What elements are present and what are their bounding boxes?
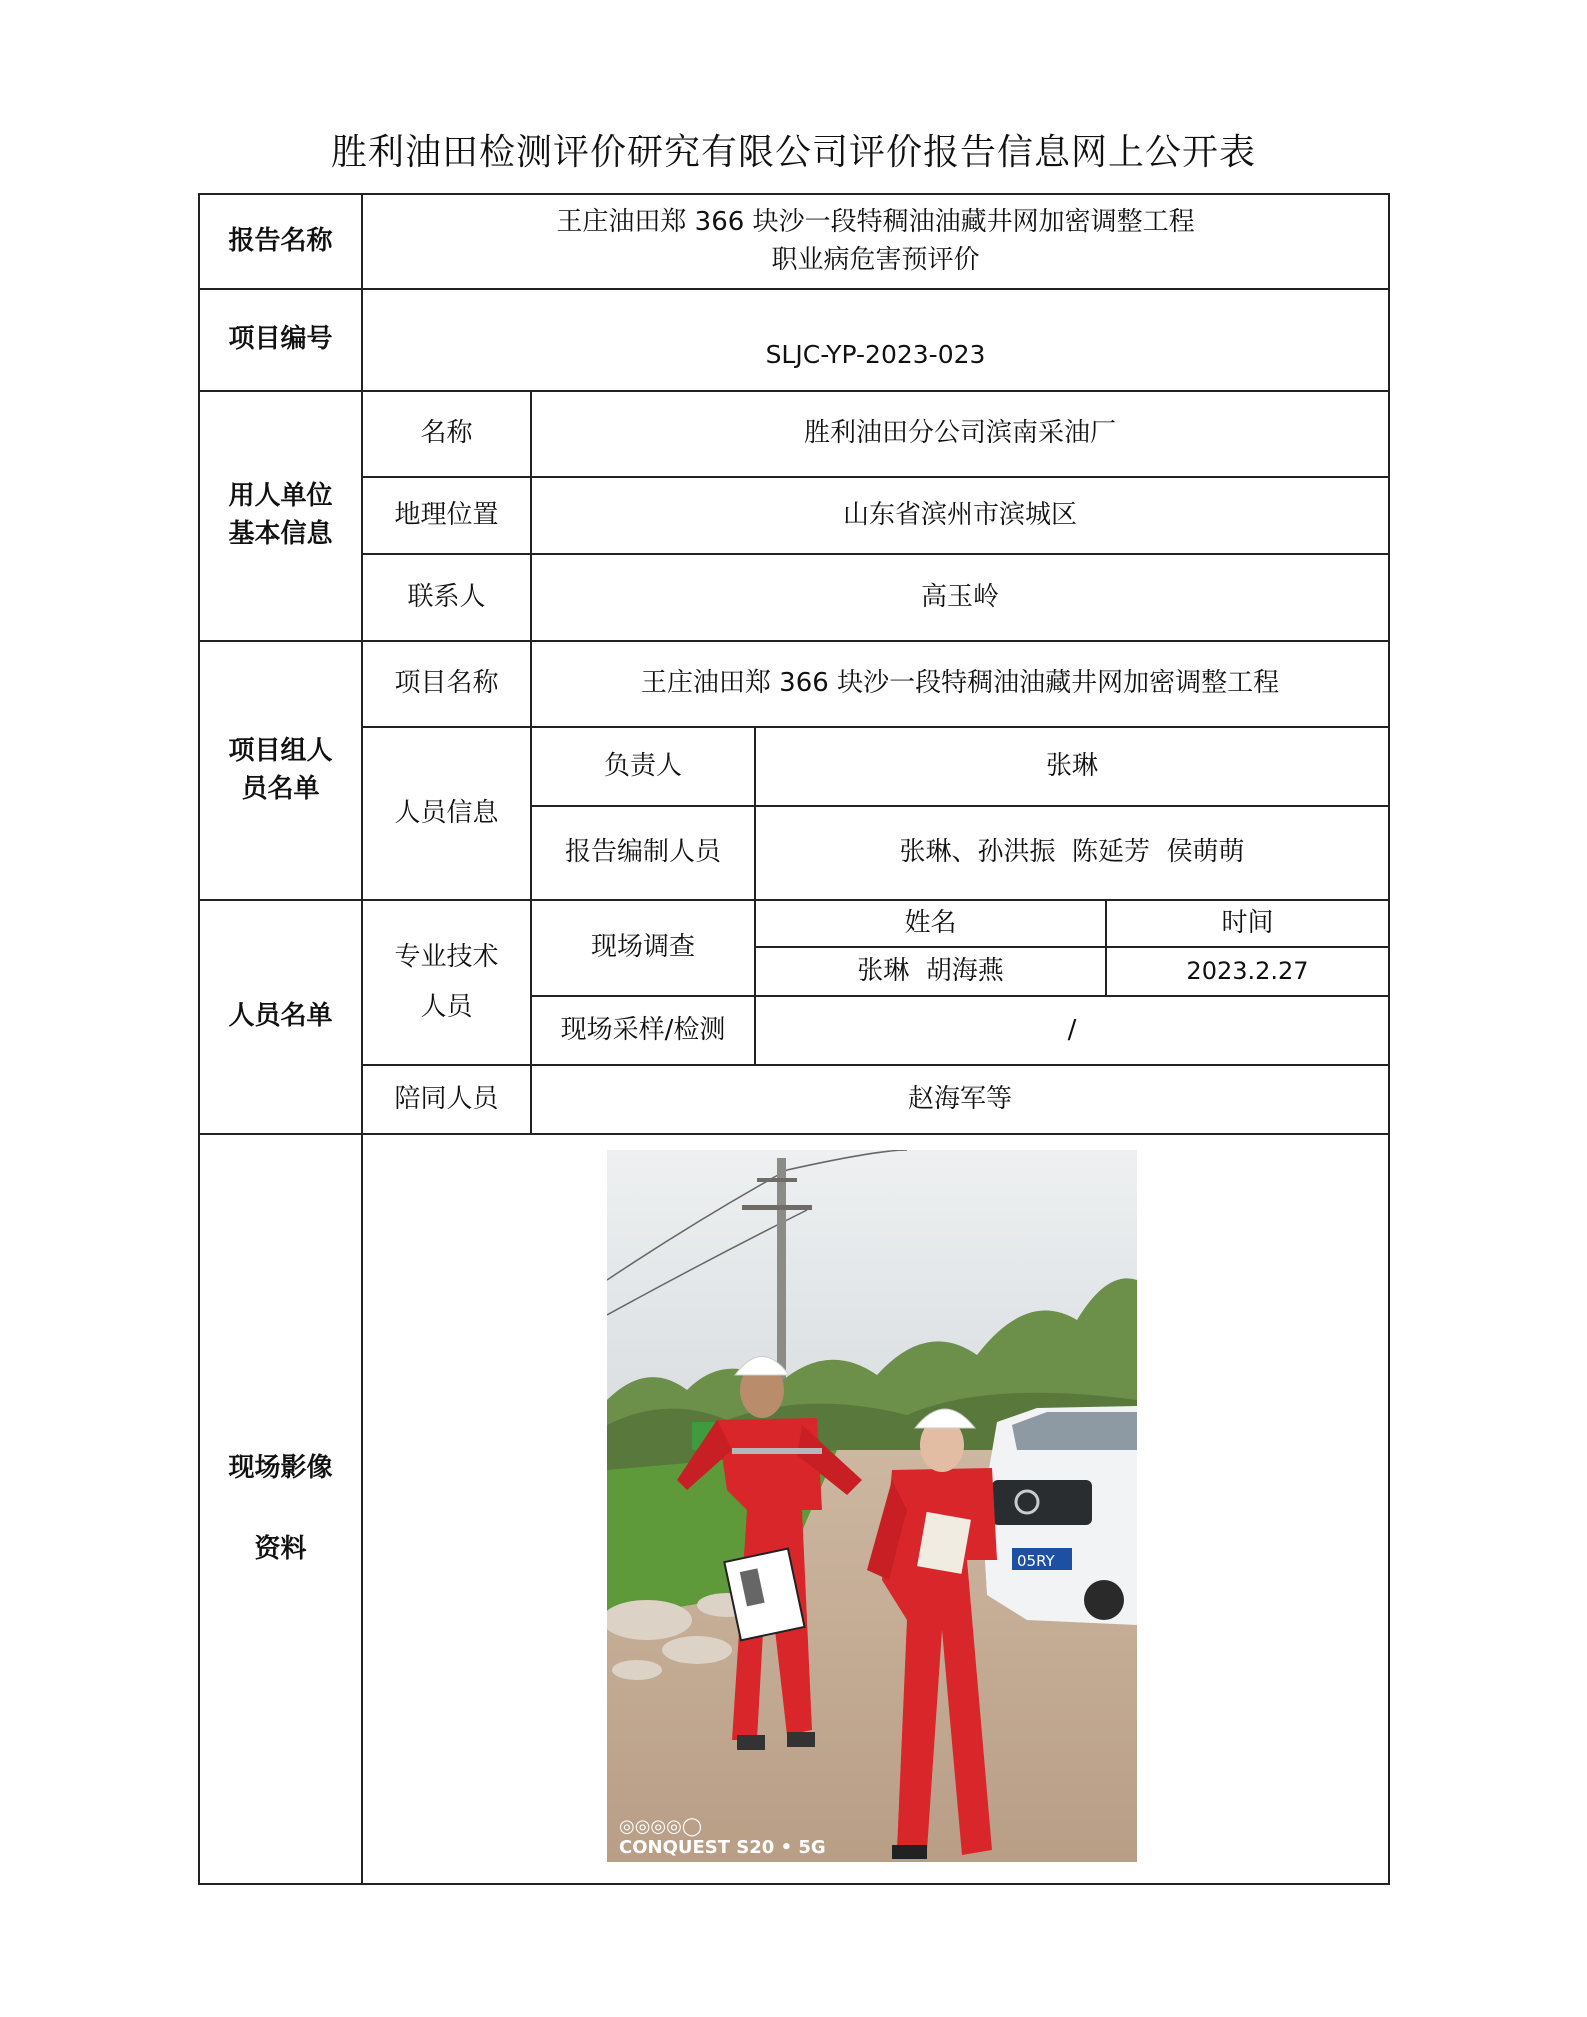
report-name-line2: 职业病危害预评价 <box>771 244 980 275</box>
employer-contact-value: 高玉岭 <box>920 581 999 612</box>
survey-date: 2023.2.27 <box>1186 957 1309 986</box>
survey-label: 现场调查 <box>590 932 695 963</box>
team-project-name-label: 项目名称 <box>394 668 499 699</box>
site-photo <box>607 1150 1137 1862</box>
site-images-label-line1: 现场影像 <box>228 1453 333 1484</box>
report-name-line1: 王庄油田郑 366 块沙一段特稠油油藏井网加密调整工程 <box>556 206 1195 237</box>
employer-location-value: 山东省滨州市滨城区 <box>842 499 1077 530</box>
tech-label-line1: 专业技术 <box>394 942 499 973</box>
tech-label-line2: 人员 <box>420 991 473 1022</box>
leader-label: 负责人 <box>603 750 682 781</box>
team-project-name-value: 王庄油田郑 366 块沙一段特稠油油藏井网加密调整工程 <box>640 668 1280 699</box>
team-label-line1: 项目组人 <box>228 735 333 766</box>
authors-label: 报告编制人员 <box>564 837 721 868</box>
staff-info-label: 人员信息 <box>394 797 499 828</box>
employer-label-line1: 用人单位 <box>228 481 333 512</box>
escort-label: 陪同人员 <box>394 1083 499 1114</box>
project-number-value: SLJC-YP-2023-023 <box>765 339 986 369</box>
employer-contact-label: 联系人 <box>407 581 486 612</box>
employer-name-label: 名称 <box>420 418 473 449</box>
team-section-label <box>200 642 361 899</box>
page-title: 胜利油田检测评价研究有限公司评价报告信息网上公开表 <box>330 132 1256 173</box>
authors-value: 张琳、孙洪振 陈延芳 侯萌萌 <box>899 837 1245 868</box>
site-images-label-line2: 资料 <box>254 1534 307 1564</box>
employer-label-line2: 基本信息 <box>228 519 333 549</box>
watermark-circles: ◎◎◎◎◯ <box>619 1816 702 1837</box>
personnel-section-label: 人员名单 <box>228 1001 333 1032</box>
site-images-label <box>200 1135 361 1883</box>
white-suv <box>982 1406 1137 1625</box>
project-number-label: 项目编号 <box>228 324 333 355</box>
leader-value: 张琳 <box>1045 750 1098 781</box>
license-plate: 05RY <box>1017 1552 1055 1570</box>
employer-section-label <box>200 392 361 640</box>
col-name-header: 姓名 <box>904 907 957 938</box>
report-name-label: 报告名称 <box>228 225 333 256</box>
survey-names: 张琳 胡海燕 <box>857 955 1004 986</box>
sampling-label: 现场采样/检测 <box>560 1014 726 1045</box>
tech-staff-label <box>363 901 530 1064</box>
sampling-value: / <box>1067 1014 1077 1045</box>
employer-location-label: 地理位置 <box>394 499 499 530</box>
watermark-text: CONQUEST S20 • 5G <box>619 1837 826 1858</box>
escort-value: 赵海军等 <box>907 1083 1012 1114</box>
employer-name-value: 胜利油田分公司滨南采油厂 <box>803 418 1116 449</box>
col-time-header: 时间 <box>1221 907 1274 938</box>
report-name-value <box>363 195 1388 288</box>
team-label-line2: 员名单 <box>241 773 320 804</box>
